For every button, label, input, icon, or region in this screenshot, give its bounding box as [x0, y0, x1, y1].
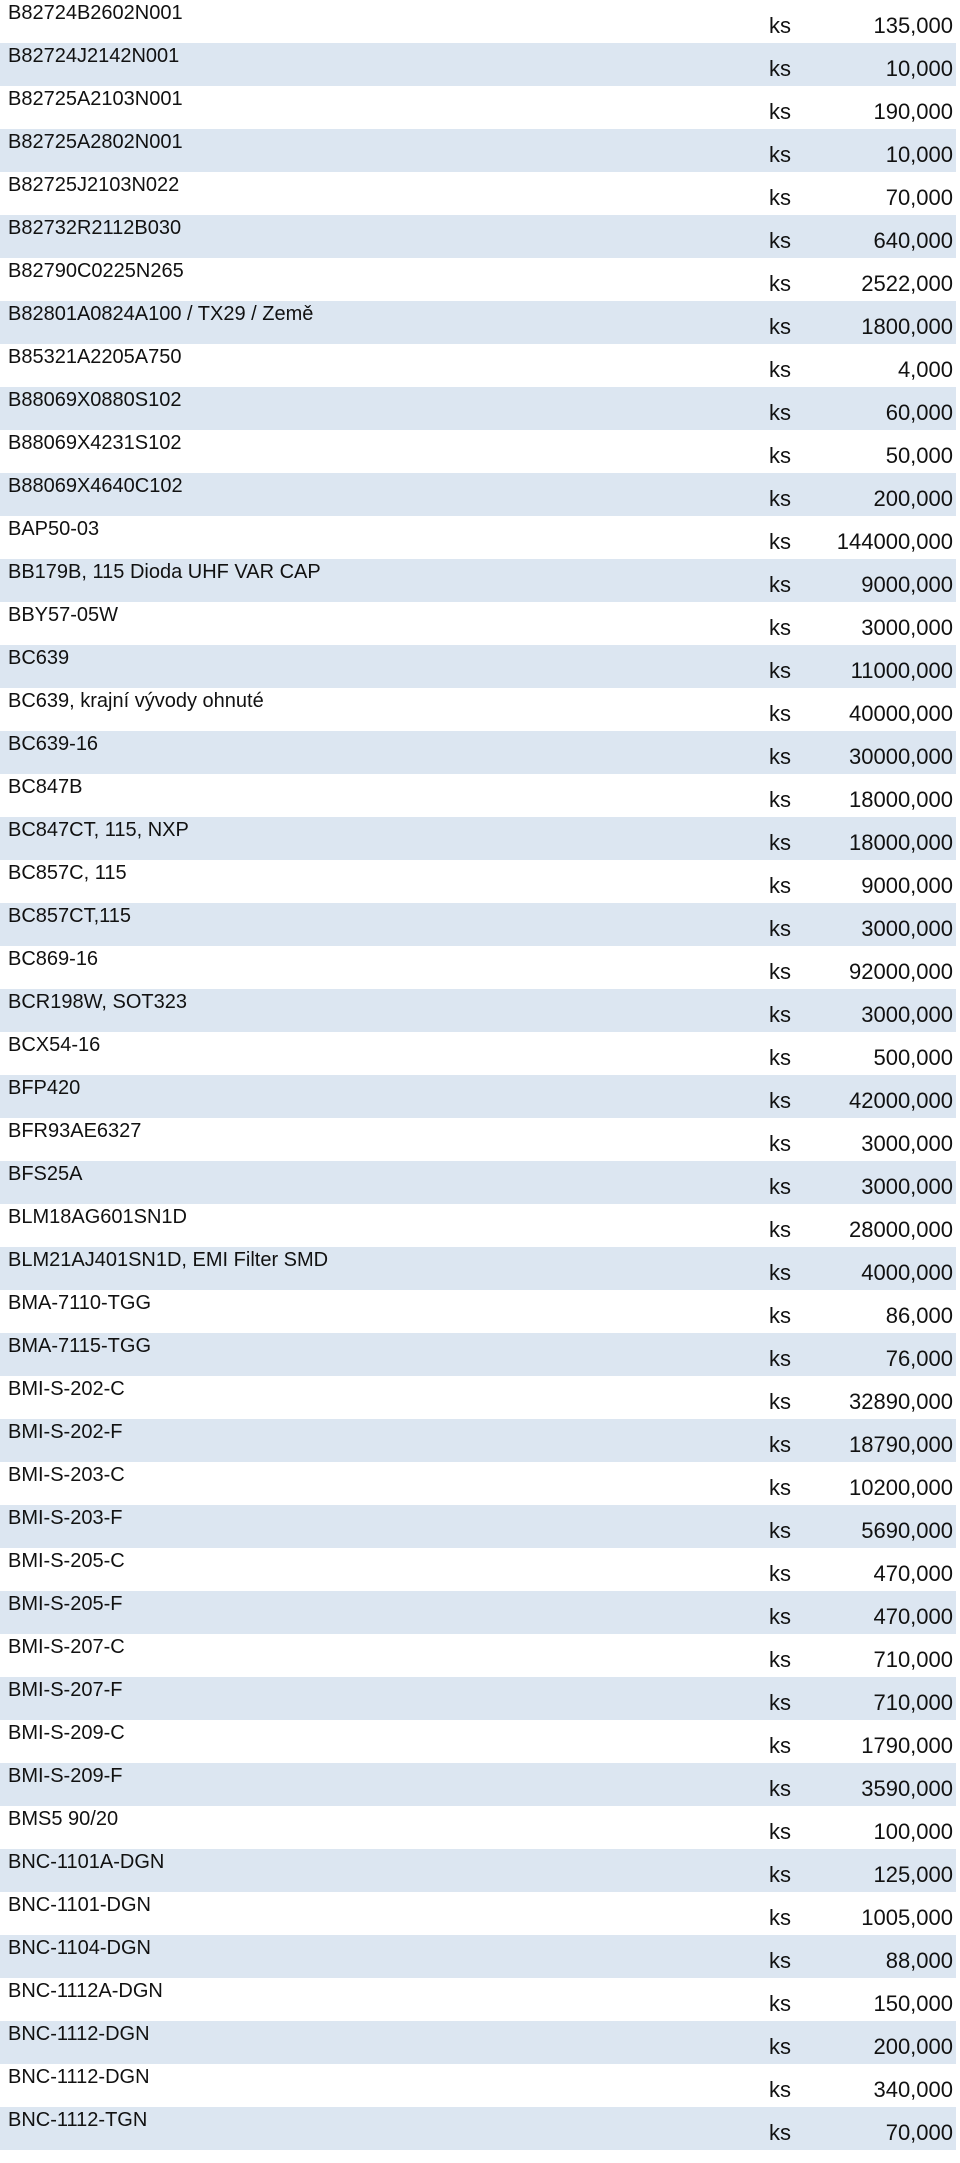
item-unit: ks — [769, 357, 791, 382]
item-code: B82725A2103N001 — [8, 88, 183, 110]
item-code: BMS5 90/20 — [8, 1808, 119, 1830]
item-quantity: 3000,000 — [861, 1002, 953, 1027]
item-code: BMI-S-203-C — [8, 1464, 125, 1486]
table-row — [0, 430, 956, 473]
item-unit: ks — [769, 916, 791, 941]
item-code: B82725J2103N022 — [8, 174, 180, 196]
item-unit: ks — [769, 959, 791, 984]
item-code: BMI-S-202-F — [8, 1421, 123, 1443]
table-row — [0, 1806, 956, 1849]
table-row — [0, 473, 956, 516]
table-row — [0, 2021, 956, 2064]
item-code: BCR198W, SOT323 — [8, 991, 187, 1013]
item-unit: ks — [769, 1561, 791, 1586]
item-unit: ks — [769, 99, 791, 124]
item-unit: ks — [769, 2120, 791, 2145]
item-code: BNC-1101-DGN — [8, 1894, 151, 1916]
item-unit: ks — [769, 1948, 791, 1973]
item-unit: ks — [769, 1131, 791, 1156]
item-unit: ks — [769, 142, 791, 167]
item-code: BC857C, 115 — [8, 862, 127, 884]
table-row — [0, 129, 956, 172]
item-code: B82724B2602N001 — [8, 2, 183, 24]
item-code: B82732R2112B030 — [8, 217, 182, 239]
item-code: B82801A0824A100 / TX29 / Země — [8, 303, 314, 325]
item-code: BC639, krajní vývody ohnuté — [8, 690, 264, 712]
table-row — [0, 1849, 956, 1892]
item-unit: ks — [769, 1733, 791, 1758]
item-quantity: 18000,000 — [849, 787, 953, 812]
item-code: BB179B, 115 Dioda UHF VAR CAP — [8, 561, 321, 583]
item-unit: ks — [769, 1776, 791, 1801]
item-unit: ks — [769, 2034, 791, 2059]
table-row — [0, 1591, 956, 1634]
item-code: BMI-S-209-C — [8, 1722, 125, 1744]
item-quantity: 340,000 — [873, 2077, 953, 2102]
item-quantity: 3000,000 — [861, 916, 953, 941]
table-row — [0, 1161, 956, 1204]
item-quantity: 86,000 — [885, 1303, 953, 1328]
item-quantity: 42000,000 — [849, 1088, 953, 1113]
item-quantity: 1800,000 — [861, 314, 953, 339]
item-quantity: 640,000 — [873, 228, 953, 253]
item-code: BMA-7110-TGG — [8, 1292, 151, 1314]
table-row — [0, 1548, 956, 1591]
item-code: BC869-16 — [8, 948, 99, 970]
item-quantity: 4000,000 — [861, 1260, 953, 1285]
item-quantity: 100,000 — [873, 1819, 953, 1844]
item-unit: ks — [769, 1002, 791, 1027]
item-code: BCX54-16 — [8, 1034, 101, 1056]
item-code: BC857CT,115 — [8, 905, 132, 927]
item-unit: ks — [769, 830, 791, 855]
item-code: BMI-S-205-C — [8, 1550, 125, 1572]
item-quantity: 200,000 — [873, 2034, 953, 2059]
table-row — [0, 1720, 956, 1763]
item-code: BMI-S-203-F — [8, 1507, 123, 1529]
item-unit: ks — [769, 572, 791, 597]
item-code: BNC-1112A-DGN — [8, 1980, 163, 2002]
item-code: BNC-1112-TGN — [8, 2109, 148, 2131]
item-unit: ks — [769, 1217, 791, 1242]
item-unit: ks — [769, 228, 791, 253]
item-quantity: 3590,000 — [861, 1776, 953, 1801]
item-quantity: 125,000 — [873, 1862, 953, 1887]
item-code: BC847B — [8, 776, 83, 798]
item-quantity: 11000,000 — [850, 658, 953, 683]
item-quantity: 190,000 — [873, 99, 953, 124]
item-code: BLM21AJ401SN1D, EMI Filter SMD — [8, 1249, 329, 1271]
item-unit: ks — [769, 56, 791, 81]
item-quantity: 18000,000 — [849, 830, 953, 855]
table-row — [0, 903, 956, 946]
table-row — [0, 2064, 956, 2107]
item-quantity: 135,000 — [873, 13, 953, 38]
table-row — [0, 688, 956, 731]
item-unit: ks — [769, 615, 791, 640]
item-quantity: 5690,000 — [861, 1518, 953, 1543]
table-row — [0, 946, 956, 989]
item-quantity: 9000,000 — [861, 572, 953, 597]
item-unit: ks — [769, 1518, 791, 1543]
item-quantity: 88,000 — [885, 1948, 953, 1973]
table-row — [0, 1247, 956, 1290]
table-row — [0, 731, 956, 774]
item-code: B82790C0225N265 — [8, 260, 184, 282]
item-quantity: 9000,000 — [861, 873, 953, 898]
table-row — [0, 1075, 956, 1118]
table-row — [0, 1419, 956, 1462]
item-unit: ks — [769, 1045, 791, 1070]
table-row — [0, 1978, 956, 2021]
item-quantity: 1005,000 — [861, 1905, 953, 1930]
item-quantity: 50,000 — [885, 443, 953, 468]
table-row — [0, 1290, 956, 1333]
item-quantity: 10,000 — [885, 142, 953, 167]
item-code: BFR93AE6327 — [8, 1120, 142, 1142]
item-unit: ks — [769, 1260, 791, 1285]
table-row — [0, 559, 956, 602]
table-row — [0, 1204, 956, 1247]
item-code: B85321A2205A750 — [8, 346, 182, 368]
table-row — [0, 860, 956, 903]
item-quantity: 150,000 — [873, 1991, 953, 2016]
item-code: BC639-16 — [8, 733, 99, 755]
item-unit: ks — [769, 658, 791, 683]
item-code: B82724J2142N001 — [8, 45, 180, 67]
table-row — [0, 1333, 956, 1376]
item-quantity: 28000,000 — [849, 1217, 953, 1242]
item-unit: ks — [769, 13, 791, 38]
item-quantity: 32890,000 — [849, 1389, 953, 1414]
table-row — [0, 645, 956, 688]
table-row — [0, 1763, 956, 1806]
item-code: B88069X0880S102 — [8, 389, 182, 411]
item-quantity: 92000,000 — [849, 959, 953, 984]
item-unit: ks — [769, 787, 791, 812]
item-quantity: 60,000 — [885, 400, 953, 425]
item-code: BC639 — [8, 647, 70, 669]
item-unit: ks — [769, 443, 791, 468]
item-quantity: 76,000 — [885, 1346, 953, 1371]
item-quantity: 2522,000 — [861, 271, 953, 296]
item-code: BNC-1112-DGN — [8, 2066, 150, 2088]
item-code: BNC-1101A-DGN — [8, 1851, 165, 1873]
item-unit: ks — [769, 1690, 791, 1715]
item-code: BAP50-03 — [8, 518, 100, 540]
item-quantity: 1790,000 — [861, 1733, 953, 1758]
item-code: BMI-S-209-F — [8, 1765, 123, 1787]
item-code: BFS25A — [8, 1163, 83, 1185]
item-unit: ks — [769, 1432, 791, 1457]
table-row — [0, 1634, 956, 1677]
item-quantity: 3000,000 — [861, 1131, 953, 1156]
table-row — [0, 817, 956, 860]
table-row — [0, 989, 956, 1032]
item-unit: ks — [769, 744, 791, 769]
item-code: B88069X4231S102 — [8, 432, 182, 454]
item-quantity: 710,000 — [873, 1647, 953, 1672]
item-unit: ks — [769, 314, 791, 339]
item-quantity: 710,000 — [873, 1690, 953, 1715]
item-quantity: 40000,000 — [849, 701, 953, 726]
item-quantity: 470,000 — [873, 1604, 953, 1629]
table-row — [0, 301, 956, 344]
item-unit: ks — [769, 185, 791, 210]
item-quantity: 470,000 — [873, 1561, 953, 1586]
table-row — [0, 387, 956, 430]
item-code: BNC-1104-DGN — [8, 1937, 151, 1959]
table-row — [0, 172, 956, 215]
item-unit: ks — [769, 1905, 791, 1930]
item-quantity: 4,000 — [897, 357, 953, 382]
table-row — [0, 1892, 956, 1935]
item-quantity: 10,000 — [885, 56, 953, 81]
item-unit: ks — [769, 400, 791, 425]
item-unit: ks — [769, 529, 791, 554]
table-row — [0, 602, 956, 645]
item-code: BMI-S-207-F — [8, 1679, 123, 1701]
table-row — [0, 344, 956, 387]
item-unit: ks — [769, 873, 791, 898]
item-unit: ks — [769, 1819, 791, 1844]
table-row — [0, 1032, 956, 1075]
item-quantity: 3000,000 — [861, 615, 953, 640]
item-code: BBY57-05W — [8, 604, 119, 626]
item-unit: ks — [769, 701, 791, 726]
table-row — [0, 774, 956, 817]
item-quantity: 18790,000 — [849, 1432, 953, 1457]
item-unit: ks — [769, 1991, 791, 2016]
item-unit: ks — [769, 486, 791, 511]
item-quantity: 30000,000 — [849, 744, 953, 769]
item-unit: ks — [769, 1862, 791, 1887]
table-row — [0, 215, 956, 258]
item-code: B82725A2802N001 — [8, 131, 183, 153]
table-row — [0, 2107, 956, 2150]
item-quantity: 70,000 — [885, 2120, 953, 2145]
item-code: BNC-1112-DGN — [8, 2023, 150, 2045]
item-quantity: 144000,000 — [836, 529, 953, 554]
item-quantity: 500,000 — [873, 1045, 953, 1070]
item-code: BC847CT, 115, NXP — [8, 819, 189, 841]
item-quantity: 10200,000 — [849, 1475, 953, 1500]
item-unit: ks — [769, 1647, 791, 1672]
table-row — [0, 1677, 956, 1720]
item-code: BMI-S-207-C — [8, 1636, 125, 1658]
table-row — [0, 516, 956, 559]
table-row — [0, 86, 956, 129]
item-unit: ks — [769, 1088, 791, 1113]
item-unit: ks — [769, 2077, 791, 2102]
item-code: BLM18AG601SN1D — [8, 1206, 187, 1228]
item-code: BMI-S-202-C — [8, 1378, 125, 1400]
item-quantity: 70,000 — [885, 185, 953, 210]
table-row — [0, 1505, 956, 1548]
table-row — [0, 1118, 956, 1161]
item-code: BMA-7115-TGG — [8, 1335, 151, 1357]
table-row — [0, 1935, 956, 1978]
item-unit: ks — [769, 271, 791, 296]
table-row — [0, 258, 956, 301]
item-unit: ks — [769, 1475, 791, 1500]
item-code: BMI-S-205-F — [8, 1593, 123, 1615]
table-row — [0, 1462, 956, 1505]
item-unit: ks — [769, 1389, 791, 1414]
item-code: BFP420 — [8, 1077, 81, 1099]
table-row — [0, 0, 956, 43]
table-row — [0, 1376, 956, 1419]
item-code: B88069X4640C102 — [8, 475, 183, 497]
item-quantity: 3000,000 — [861, 1174, 953, 1199]
item-unit: ks — [769, 1174, 791, 1199]
item-unit: ks — [769, 1303, 791, 1328]
item-quantity: 200,000 — [873, 486, 953, 511]
item-unit: ks — [769, 1604, 791, 1629]
item-unit: ks — [769, 1346, 791, 1371]
table-row — [0, 43, 956, 86]
